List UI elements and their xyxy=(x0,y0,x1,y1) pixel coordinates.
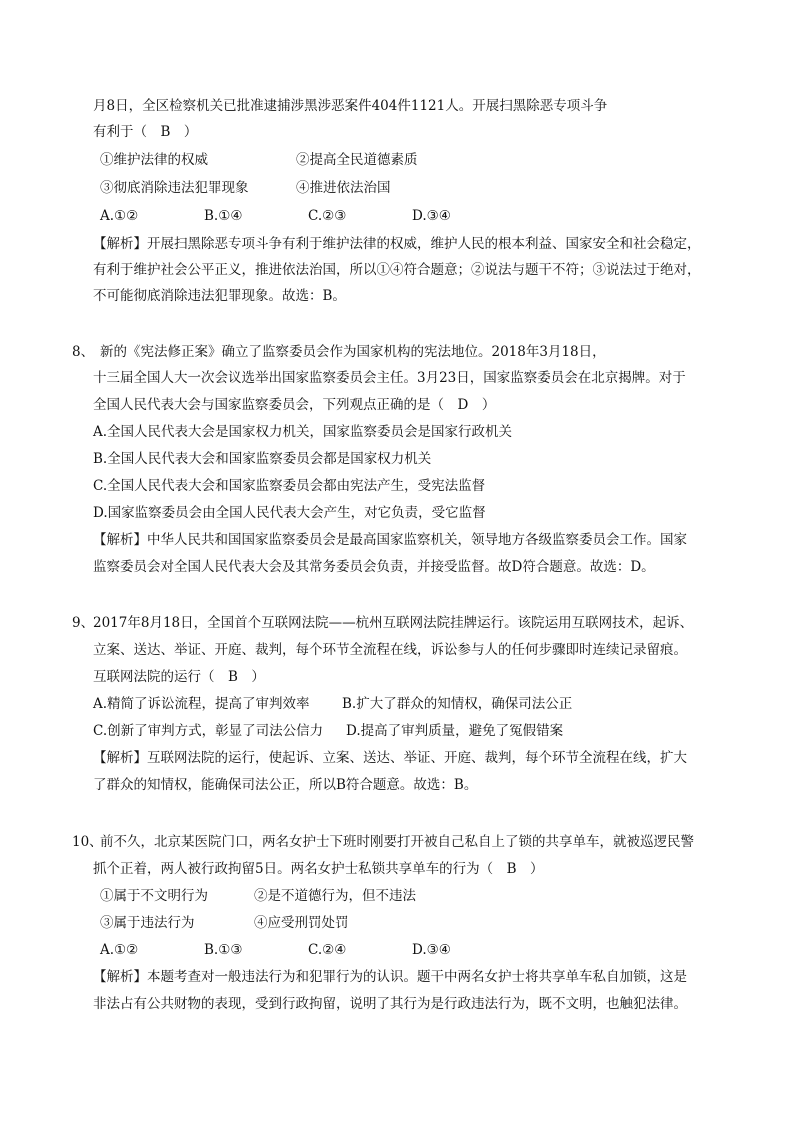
q10-choice-a: A.①② xyxy=(100,942,139,958)
q9-analysis-line-2: 了群众的知情权，能确保司法公正，所以B符合题意。故选：B。 xyxy=(93,777,478,793)
q8-analysis-line-2: 监察委员会对全国人民代表大会及其常务委员会负责，并接受监督。故D符合题意。故选：D。 xyxy=(93,559,655,575)
q9-analysis-line-1: 【解析】互联网法院的运行，使起诉、立案、送达、举证、开庭、裁判，每个环节全流程在线，扩大 xyxy=(93,750,687,766)
q8-option-a: A.全国人民代表大会是国家权力机关，国家监察委员会是国家行政机关 xyxy=(93,424,513,440)
q7-stem-continued: 月8日，全区检察机关已批准逮捕涉黑涉恶案件404件1121人。开展扫黑除恶专项斗争 xyxy=(93,98,608,114)
q7-choice-d: D.③④ xyxy=(412,208,451,224)
q10-choice-d: D.③④ xyxy=(412,942,451,958)
q9-stem-line-3: 互联网法院的运行（ B ） xyxy=(93,669,265,685)
q9-option-a: A.精简了诉讼流程，提高了审判效率 xyxy=(93,696,310,712)
q10-choice-b: B.①③ xyxy=(204,942,243,958)
q8-number: 8、 xyxy=(72,344,95,360)
q10-option-1: ①属于不文明行为 xyxy=(100,888,208,904)
q7-stem-tail: 有利于（ B ） xyxy=(93,124,198,140)
q7-option-2: ②提高全民道德素质 xyxy=(296,152,418,168)
q10-option-3: ③属于违法行为 xyxy=(100,915,195,931)
q10-analysis-line-1: 【解析】本题考查对一般违法行为和犯罪行为的认识。题干中两名女护士将共享单车私自加锁，这是 xyxy=(93,969,687,985)
q9-option-c: C.创新了审判方式，彰显了司法公信力 xyxy=(93,723,324,739)
q7-option-4: ④推进依法治国 xyxy=(296,180,391,196)
q8-stem-line-2: 十三届全国人大一次会议选举出国家监察委员会主任。3月23日，国家监察委员会在北京揭牌。对于 xyxy=(93,370,686,386)
q10-stem-line-1: 前不久，北京某医院门口，两名女护士下班时刚要打开被自己私自上了锁的共享单车，就被巡逻民警 xyxy=(100,834,694,850)
q7-analysis-line-2: 有利于维护社会公平正义，推进依法治国，所以①④符合题意；②说法与题干不符；③说法过于绝对， xyxy=(93,262,701,278)
q8-option-b: B.全国人民代表大会和国家监察委员会都是国家权力机关 xyxy=(93,451,432,467)
q10-option-2: ②是不道德行为，但不违法 xyxy=(254,888,416,904)
q8-analysis-line-1: 【解析】中华人民共和国国家监察委员会是最高国家监察机关，领导地方各级监察委员会工作。国家 xyxy=(93,532,687,548)
q9-stem-line-1: 2017年8月18日，全国首个互联网法院——杭州互联网法院挂牌运行。该院运用互联网技术，起诉、 xyxy=(93,615,694,631)
q9-option-d: D.提高了审判质量，避免了冤假错案 xyxy=(346,723,564,739)
q8-option-d: D.国家监察委员会由全国人民代表大会产生，对它负责，受它监督 xyxy=(93,505,486,521)
q7-option-3: ③彻底消除违法犯罪现象 xyxy=(100,180,249,196)
q10-analysis-line-2: 非法占有公共财物的表现，受到行政拘留，说明了其行为是行政违法行为，既不文明，也触犯法律。 xyxy=(93,996,687,1012)
q7-choice-c: C.②③ xyxy=(308,208,347,224)
q10-stem-line-2: 抓个正着，两人被行政拘留5日。两名女护士私锁共享单车的行为（ B ） xyxy=(93,861,544,877)
q7-choice-a: A.①② xyxy=(100,208,139,224)
q7-choice-b: B.①④ xyxy=(204,208,243,224)
q8-stem-line-3: 全国人民代表大会与国家监察委员会，下列观点正确的是（ D ） xyxy=(93,397,496,413)
q10-option-4: ④应受刑罚处罚 xyxy=(254,915,349,931)
q10-choice-c: C.②④ xyxy=(308,942,347,958)
q10-number: 10、 xyxy=(72,834,103,850)
q9-stem-line-2: 立案、送达、举证、开庭、裁判，每个环节全流程在线，诉讼参与人的任何步骤即时连续记录留痕。 xyxy=(93,642,687,658)
q9-number: 9、 xyxy=(72,615,95,631)
q8-option-c: C.全国人民代表大会和国家监察委员会都由宪法产生，受宪法监督 xyxy=(93,478,486,494)
q7-analysis-line-3: 不可能彻底消除违法犯罪现象。故选：B。 xyxy=(93,288,346,304)
q8-stem-line-1: 新的《宪法修正案》确立了监察委员会作为国家机构的宪法地位。2018年3月18日， xyxy=(100,344,606,360)
q7-option-1: ①维护法律的权威 xyxy=(100,152,208,168)
q7-analysis-line-1: 【解析】开展扫黑除恶专项斗争有利于维护法律的权威，维护人民的根本利益、国家安全和社会稳定， xyxy=(93,236,701,252)
q9-option-b: B.扩大了群众的知情权，确保司法公正 xyxy=(342,696,573,712)
